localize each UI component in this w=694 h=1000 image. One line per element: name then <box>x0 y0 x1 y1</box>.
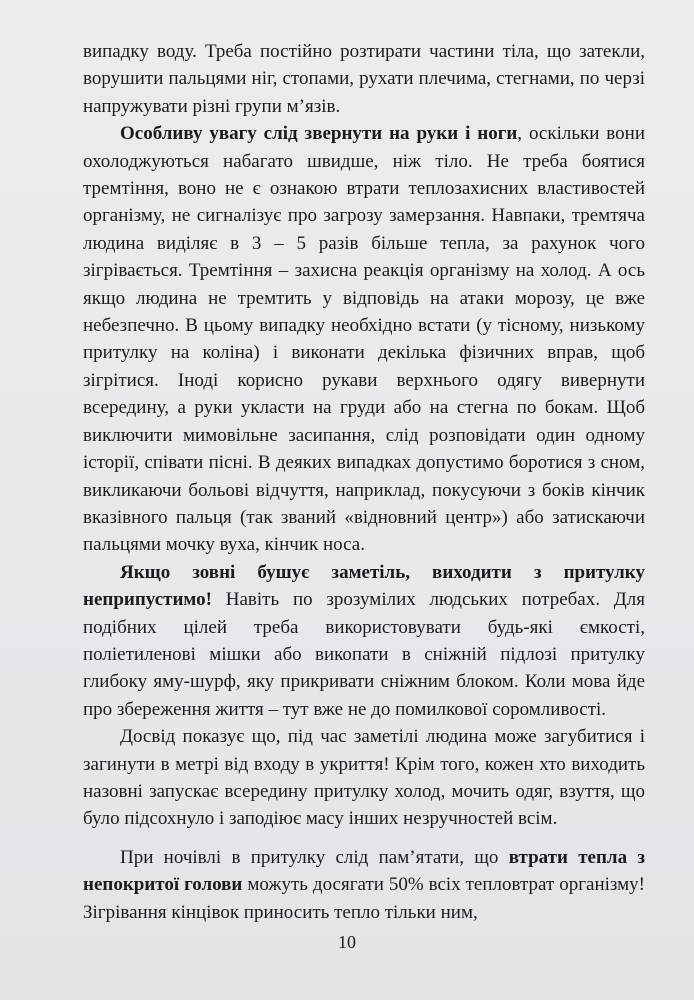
paragraph-2 <box>83 120 645 559</box>
body-text <box>83 38 645 926</box>
paragraph-2-bold-lead: Особливу увагу слід звернути на руки і ноги <box>120 123 518 145</box>
paragraph-5 <box>83 844 645 926</box>
page-number: 10 <box>338 932 356 952</box>
paragraph-3-bold-lead: Якщо зовні бушує заметіль, виходити з притулку неприпустимо! <box>83 561 645 611</box>
paragraph-1 <box>83 38 645 120</box>
paragraph-5-run-1: При ночівлі в притулку слід пам’ятати, що <box>120 846 509 868</box>
paragraph-4 <box>83 723 645 833</box>
paragraph-2-run-2: , оскільки вони охолоджуються набагато швидше, ніж тіло. Не треба боятися тремтіння, воно не є ознакою втрати теплозахисних властивостей організму, не сигналізує про загрозу замерзання. Навпаки, тремтяча людина виділяє в 3 – 5 разів більше тепла, за рахунок чого зігрівається. Тремтіння – захисна реакція організму на холод. А ось якщо людина не тремтить у відповідь на атаки морозу, це вже небезпечно. В цьому випадку необхідно встати (у тісному, низькому притулку на коліна) і виконати декілька фізичних вправ, щоб зігрітися. Іноді корисно рукави верхнього одягу вивернути всередину, а руки укласти на груди або на стегна по бокам. Щоб виключити мимовільне засипання, слід розповідати один одному історії, співати пісні. В деяких випадках допустимо боротися з сном, викликаючи больові відчуття, наприклад, покусуючи з боків кінчик вказівного пальця (так званий «відновний центр») або затискаючи пальцями мочку вуха, кінчик носа. <box>83 123 645 556</box>
paragraph-1-run-1: випадку воду. Треба постійно розтирати частини тіла, що затекли, ворушити пальцями ніг, стопами, рухати плечима, стегнами, по черзі напружувати різні групи м’язів. <box>83 41 645 117</box>
paragraph-3-run-2: Навіть по зрозумілих людських потребах. Для подібних цілей треба використовувати будь-які ємкості, поліетиленові мішки або викопати в сніжній підлозі притулку глибоку яму-шурф, яку прикривати сніжним блоком. Коли мова йде про збереження життя – тут вже не до помилкової соромливості. <box>83 589 645 720</box>
paragraph-3 <box>83 559 645 723</box>
paragraph-5-bold-phrase: втрати тепла з непокритої голови <box>83 846 646 896</box>
paragraph-5-run-3: можуть досягати 50% всіх тепловтрат організму! Зігрівання кінцівок приносить тепло тільки ним, <box>83 874 645 923</box>
paragraph-4-run-1: Досвід показує що, під час заметілі людина може загубитися і загинути в метрі від входу в укриття! Крім того, кожен хто виходить назовні запускає всередину притулку холод, мочить одяг, взуття, що було підсохнуло і заподіює масу інших незручностей всім. <box>83 726 645 830</box>
